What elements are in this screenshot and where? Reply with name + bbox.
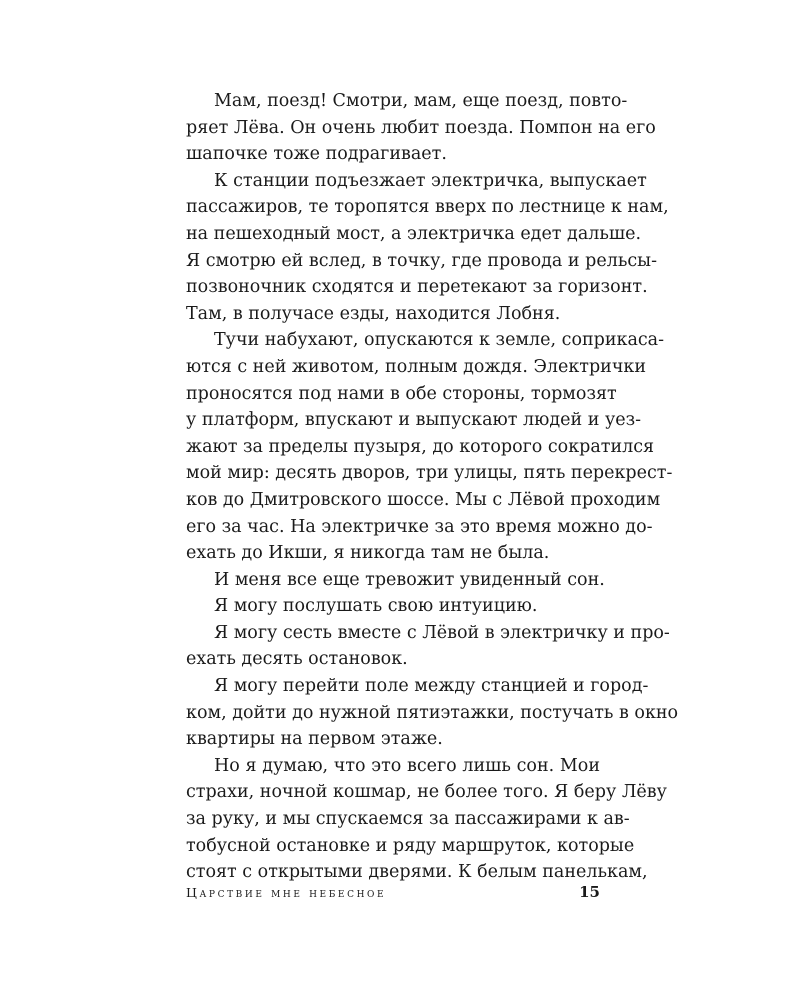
text-line: Я могу перейти поле между станцией и город- bbox=[214, 676, 649, 697]
paragraph bbox=[186, 673, 679, 753]
paragraph bbox=[186, 593, 600, 620]
body-text bbox=[186, 88, 679, 886]
text-line: шапочке тоже подрагивает. bbox=[186, 144, 447, 165]
text-line: ряет Лёва. Он очень любит поезда. Помпон на его bbox=[186, 117, 656, 138]
paragraph bbox=[186, 620, 670, 673]
text-line: ком, дойти до нужной пятиэтажки, постучать в окно bbox=[186, 702, 679, 723]
text-line: ехать десять остановок. bbox=[186, 649, 408, 670]
text-line: Но я думаю, что это всего лишь сон. Мои bbox=[214, 755, 600, 776]
text-line: тобусной остановке и ряду маршруток, которые bbox=[186, 835, 635, 856]
text-line: ехать до Икши, я никогда там не была. bbox=[186, 543, 550, 564]
text-line: Я могу послушать свою интуицию. bbox=[214, 596, 538, 617]
text-line: жают за пределы пузыря, до которого сократился bbox=[186, 436, 655, 457]
paragraph bbox=[186, 88, 656, 168]
text-line: страхи, ночной кошмар, не более того. Я беру Лёву bbox=[186, 782, 667, 803]
text-line: пассажиров, те торопятся вверх по лестнице к нам, bbox=[186, 197, 669, 218]
text-line: стоят с открытыми дверями. К белым панелькам, bbox=[186, 862, 648, 883]
paragraph bbox=[186, 168, 669, 328]
text-line: К станции подъезжает электричка, выпускает bbox=[214, 170, 647, 191]
text-line: ются с ней животом, полным дождя. Электрички bbox=[186, 356, 646, 377]
text-line: Я смотрю ей вслед, в точку, где провода и рельсы- bbox=[186, 250, 657, 271]
paragraph bbox=[186, 567, 605, 594]
text-line: за руку, и мы спускаемся за пассажирами к ав- bbox=[186, 809, 630, 830]
text-line: проносятся под нами в обе стороны, тормозят bbox=[186, 383, 617, 404]
page-footer bbox=[186, 883, 600, 907]
text-line: Мам, поезд! Смотри, мам, еще поезд, повто- bbox=[214, 91, 628, 111]
text-line: его за час. На электричке за это время можно до- bbox=[186, 516, 653, 537]
text-line: Тучи набухают, опускаются к земле, соприкаса- bbox=[214, 330, 665, 351]
text-line: позвоночник сходятся и перетекают за горизонт. bbox=[186, 277, 648, 298]
text-line: на пешеходный мост, а электричка едет дальше. bbox=[186, 223, 642, 244]
page-number: 15 bbox=[579, 883, 600, 901]
running-title: Царствие мне небесное bbox=[186, 885, 387, 900]
text-line: ков до Дмитровского шоссе. Мы с Лёвой проходим bbox=[186, 489, 661, 510]
paragraph bbox=[186, 327, 673, 566]
text-line: у платформ, впускают и выпускают людей и уез- bbox=[186, 410, 642, 431]
text-line: Я могу сесть вместе с Лёвой в электричку и про- bbox=[214, 622, 670, 643]
text-line: И меня все еще тревожит увиденный сон. bbox=[214, 569, 605, 590]
text-line: Там, в получасе езды, находится Лобня. bbox=[186, 303, 561, 324]
paragraph bbox=[186, 753, 667, 886]
text-line: мой мир: десять дворов, три улицы, пять перекрест- bbox=[186, 463, 673, 484]
text-line: квартиры на первом этаже. bbox=[186, 729, 443, 750]
